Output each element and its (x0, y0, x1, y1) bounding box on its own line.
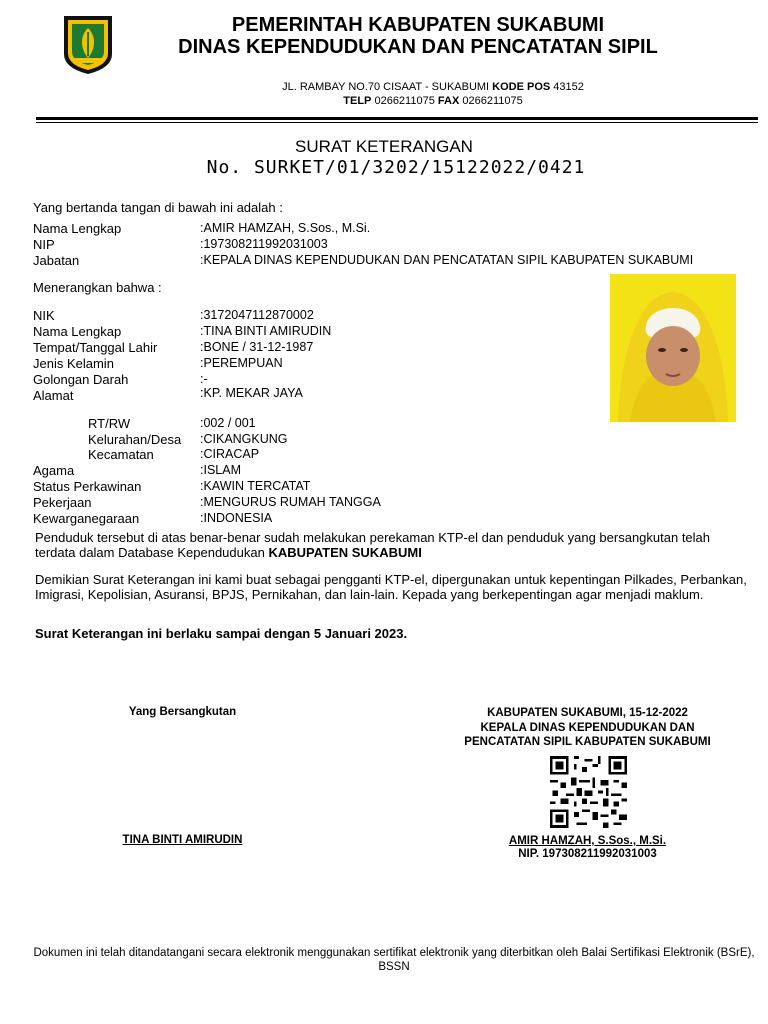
resident-label: Jenis Kelamin (33, 356, 114, 371)
signer-label: NIP (33, 237, 55, 252)
signature-place-date: KABUPATEN SUKABUMI, 15-12-2022 (487, 707, 688, 719)
resident-label: Pekerjaan (33, 495, 92, 510)
resident-label: Alamat (33, 388, 74, 403)
signer-label: Nama Lengkap (33, 221, 122, 236)
resident-value: :INDONESIA (200, 511, 273, 525)
signer-label: Jabatan (33, 253, 80, 268)
resident-label: Kelurahan/Desa (88, 432, 182, 447)
resident-label: NIK (33, 308, 55, 323)
electronic-signature-footer: Dokumen ini telah ditandatangani secara elektronik menggunakan sertifikat elektronik yang diterbitkan oleh Balai Sertifikasi Elektronik (BSrE), BSSN (33, 947, 755, 973)
resident-label: Nama Lengkap (33, 324, 122, 339)
resident-label: Kecamatan (88, 447, 154, 462)
resident-label: Golongan Darah (33, 372, 129, 387)
resident-value: :3172047112870002 (200, 308, 314, 322)
purpose-statement: Demikian Surat Keterangan ini kami buat sebagai pengganti KTP-el, dipergunakan untuk kepentingan Pilkades, Perbankan, Imigrasi, Kepolisian, Asuransi, BPJS, Pernikahan, dan lain-lain. Kepada yang berkepentingan agar menjadi maklum. (35, 572, 747, 602)
resident-value: :MENGURUS RUMAH TANGGA (200, 495, 381, 509)
signature-right-nip: NIP. 197308211992031003 (518, 848, 657, 860)
resident-label: Agama (33, 463, 75, 478)
signer-value: :KEPALA DINAS KEPENDUDUKAN DAN PENCATATAN SIPIL KABUPATEN SUKABUMI (200, 253, 694, 267)
header-agency-title: DINAS KEPENDUDUKAN DAN PENCATATAN SIPIL (178, 36, 658, 58)
resident-value: :- (200, 372, 208, 386)
resident-value: :BONE / 31-12-1987 (200, 340, 314, 354)
resident-photo (610, 274, 736, 422)
signer-value: :AMIR HAMZAH, S.Sos., M.Si. (200, 221, 371, 235)
resident-value: :KP. MEKAR JAYA (200, 386, 303, 400)
signature-right-name: AMIR HAMZAH, S.Sos., M.Si. (508, 835, 667, 847)
resident-label: Kewarganegaraan (33, 511, 140, 526)
document-title: SURAT KETERANGAN (295, 137, 473, 156)
resident-value: :KAWIN TERCATAT (200, 479, 311, 493)
resident-value: :002 / 001 (200, 416, 256, 430)
header-government-title: PEMERINTAH KABUPATEN SUKABUMI (231, 14, 605, 36)
electronic-signature-qr-code (550, 756, 627, 828)
resident-value: :ISLAM (200, 463, 241, 477)
resident-value: :CIKANGKUNG (200, 432, 288, 446)
signature-position-line2: PENCATATAN SIPIL KABUPATEN SUKABUMI (464, 736, 711, 748)
resident-value: :TINA BINTI AMIRUDIN (200, 324, 332, 338)
states-intro: Menerangkan bahwa : (33, 280, 162, 295)
registration-statement: Penduduk tersebut di atas benar-benar sudah melakukan perekaman KTP-el dan penduduk yang bersangkutan telah terdata dalam Database Kependudukan KABUPATEN SUKABUMI (35, 530, 711, 560)
signer-value: :197308211992031003 (200, 237, 328, 251)
resident-label: RT/RW (88, 416, 131, 431)
resident-value: :CIRACAP (200, 447, 260, 461)
resident-label: Status Perkawinan (33, 479, 142, 494)
resident-label: Tempat/Tanggal Lahir (33, 340, 158, 355)
header-contact: TELP 0266211075 FAX 0266211075 (343, 95, 523, 107)
signature-left-name: TINA BINTI AMIRUDIN (122, 834, 243, 846)
document-number: No. SURKET/01/3202/15122022/0421 (206, 157, 586, 178)
resident-value: :PEREMPUAN (200, 356, 283, 370)
header-divider-thick (36, 117, 758, 120)
regency-emblem-logo (62, 14, 114, 76)
header-divider-thin (36, 122, 758, 123)
signer-intro: Yang bertanda tangan di bawah ini adalah : (33, 200, 283, 215)
signature-left-label: Yang Bersangkutan (128, 706, 237, 718)
signature-position-line1: KEPALA DINAS KEPENDUDUKAN DAN (480, 722, 695, 734)
validity-statement: Surat Keterangan ini berlaku sampai dengan 5 Januari 2023. (35, 626, 408, 641)
header-address: JL. RAMBAY NO.70 CISAAT - SUKABUMI KODE POS 43152 (282, 81, 584, 93)
